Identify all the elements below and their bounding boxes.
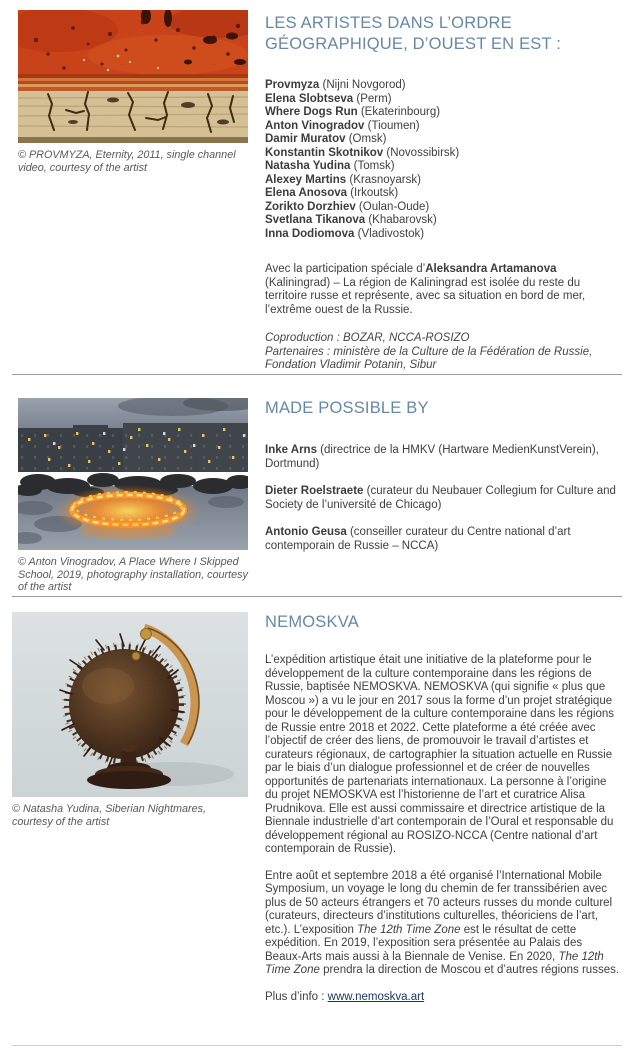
section-heading-made-possible: MADE POSSIBLE BY <box>265 399 429 417</box>
eternity-artwork-image <box>18 10 248 143</box>
artist-row: Elena Anosova (Irkoutsk) <box>265 187 399 199</box>
nemoskva-paragraph-2: Entre août et septembre 2018 a été organisé l’International Mobile Symposium, un voyage le long du chemin de fer transsibérien avec plus de 50 acteurs étrangers et 70 acteurs russes du monde culturel (curateurs, directeurs d’institutions culturelles, théoriciens de l’art, etc.). L’exposition The 12th Time Zone est le résultat de cette expédition. En 2019, l’exposition sera présentée au Palais des Beaux-Arts mais aussi à la Biennale de Venise. En 2020, The 12th Time Zone prendra la direction de Moscou et d’autres régions russes. <box>265 869 620 976</box>
section-divider <box>12 596 622 597</box>
section-heading-artists: LES ARTISTES DANS L’ORDRE GÉOGRAPHIQUE, D’OUEST EN EST : <box>265 14 562 53</box>
artist-row: Natasha Yudina (Tomsk) <box>265 160 395 172</box>
fire-ring-artwork-image <box>18 398 248 550</box>
artist-row: Elena Slobtseva (Perm) <box>265 92 392 105</box>
section-artists <box>0 10 634 373</box>
made-possible-text-column <box>265 398 621 553</box>
artists-text-column <box>265 10 621 373</box>
artist-row: Anton Vinogradov (Tioumen) <box>265 119 420 132</box>
person-entry: Antonio Geusa (conseiller curateur du Centre national d’art contemporain de Russie – NCCA) <box>265 526 571 552</box>
artist-row: Inna Dodiomova (Vladivostok) <box>265 227 425 240</box>
artist-row: Zorikto Dorzhiev (Oulan-Oude) <box>265 200 430 213</box>
artist-row: Where Dogs Run (Ekaterinbourg) <box>265 106 441 118</box>
artists-image-column <box>18 10 248 174</box>
more-info-line: Plus d’info : www.nemoskva.art <box>265 990 425 1003</box>
artist-row: Svetlana Tikanova (Khabarovsk) <box>265 214 437 226</box>
made-possible-image-column <box>18 398 248 594</box>
nemoskva-paragraph-1: L’expédition artistique était une initiative de la plateforme pour le développement de la culture contemporaine dans les régions de Russie, baptisée NEMOSKVA. NEMOSKVA (qui signifie « plus que Moscou ») a vu le jour en 2017 sous la forme d’un projet stratégique pour le développement de la culture contemporaine dans les régions de Russie entre 2018 et 2022. Cette plateforme a été créée avec l’objectif de créer des liens, de promouvoir le travail d’artistes et curateurs régionaux, de cartographier la situation actuelle en Russie par le biais d’un dialogue professionnel et de créer de nouvelles opportunités de partenariats internationaux. La personne à l’origine du projet NEMOSKVA est l’historienne de l’art et curatrice Alisa Prudnikova. Elle est aussi commissaire et directrice artistique de la Biennale industrielle d’art contemporain de l’Oural et responsable du développement régional au ROSIZO-NCCA (Centre national d’art contemporain de Russie). <box>265 654 615 855</box>
nemoskva-image-column <box>12 612 248 828</box>
section-made-possible <box>0 398 634 594</box>
person-entry: Dieter Roelstraete (curateur du Neubauer Collegium for Culture and Society de l’université de Chicago) <box>265 485 616 511</box>
nemoskva-text-column <box>265 612 621 1004</box>
section-divider <box>12 374 622 375</box>
artist-row: Provmyza (Nijni Novgorod) <box>265 79 406 91</box>
fur-globe-artwork-image <box>12 612 248 797</box>
bottom-divider <box>12 1045 622 1046</box>
person-entry: Inke Arns (directrice de la HMKV (Hartware MedienKunstVerein), Dortmund) <box>265 444 599 470</box>
artist-row: Alexey Martins (Krasnoyarsk) <box>265 173 421 186</box>
section-nemoskva <box>0 612 634 1004</box>
coproduction-line: Coproduction : BOZAR, NCCA-ROSIZO <box>265 332 470 344</box>
partners-line: Partenaires : ministère de la Culture de la Fédération de Russie, Fondation Vladimir Potanin, Sibur <box>265 345 593 371</box>
image-caption: © Natasha Yudina, Siberian Nightmares, courtesy of the artist <box>12 803 207 828</box>
artist-row: Damir Muratov (Omsk) <box>265 133 387 145</box>
special-participation-paragraph: Avec la participation spéciale d’Aleksandra Artamanova (Kaliningrad) – La région de Kaliningrad est isolée du reste du territoire russe et représente, avec sa situation en bord de mer, l’extrême ouest de la Russie. <box>265 263 586 316</box>
nemoskva-website-link[interactable]: www.nemoskva.art <box>327 990 425 1003</box>
image-caption: © Anton Vinogradov, A Place Where I Skipped School, 2019, photography installation, courtesy of the artist <box>18 556 248 594</box>
artist-list <box>265 79 621 241</box>
image-caption: © PROVMYZA, Eternity, 2011, single channel video, courtesy of the artist <box>18 149 236 174</box>
artist-row: Konstantin Skotnikov (Novossibirsk) <box>265 146 460 159</box>
section-heading-nemoskva: NEMOSKVA <box>265 613 359 631</box>
